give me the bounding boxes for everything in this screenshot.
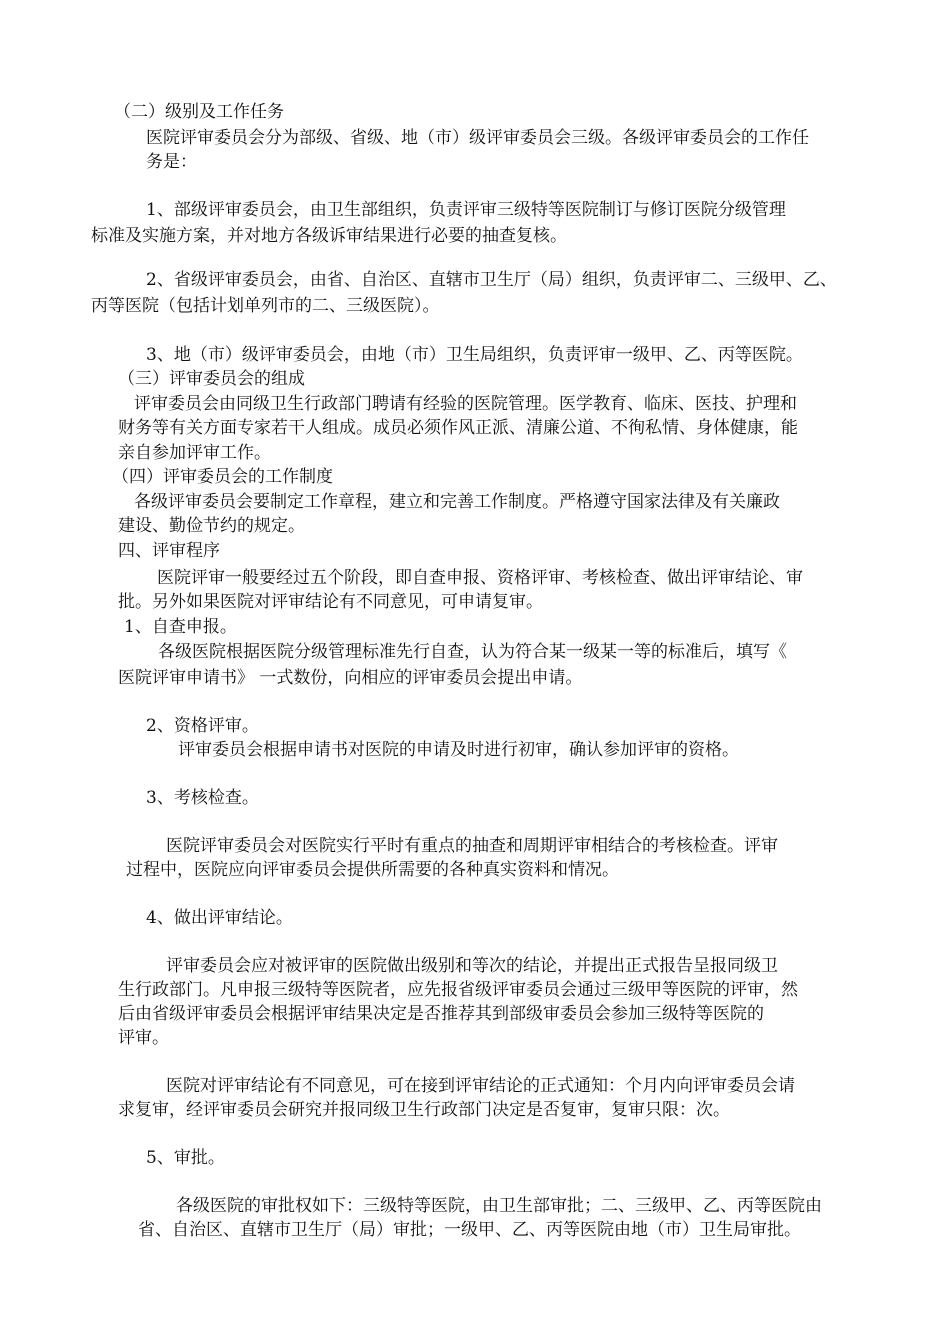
paragraph-line: 评审委员会由同级卫生行政部门聘请有经验的医院管理。医学教育、临床、医技、护理和 (134, 394, 797, 414)
paragraph-line: 评审委员会应对被评审的医院做出级别和等次的结论，并提出正式报告呈报同级卫 (166, 956, 778, 976)
paragraph-line: 后由省级评审委员会根据评审结果决定是否推荐其到部级审委员会参加三级特等医院的 (118, 1004, 764, 1024)
paragraph-line: 医院对评审结论有不同意见，可在接到评审结论的正式通知：个月内向评审委员会请 (166, 1076, 795, 1096)
step-4-heading: 4、做出评审结论。 (146, 908, 293, 928)
paragraph-line: 务是： (146, 152, 197, 172)
paragraph-line: 建设、勤俭节约的规定。 (118, 516, 305, 536)
paragraph-line: 标准及实施方案，并对地方各级诉审结果进行必要的抽查复核。 (91, 226, 567, 246)
paragraph-line: 1、部级评审委员会，由卫生部组织，负责评审三级特等医院制订与修订医院分级管理 (146, 200, 786, 220)
paragraph-line: 求复审，经评审委员会研究并报同级卫生行政部门决定是否复审，复审只限：次。 (118, 1100, 730, 1120)
paragraph-line: 医院评审一般要经过五个阶段，即自查申报、资格评审、考核检查、做出评审结论、审 (157, 568, 803, 588)
paragraph-line: 各级评审委员会要制定工作章程，建立和完善工作制度。严格遵守国家法律及有关廉政 (134, 492, 780, 512)
paragraph-line: 批。另外如果医院对评审结论有不同意见，可申请复审。 (118, 592, 543, 612)
paragraph-line: 过程中，医院应向评审委员会提供所需要的各种真实资料和情况。 (126, 860, 619, 880)
step-3-heading: 3、考核检查。 (146, 788, 259, 808)
step-2-heading: 2、资格评审。 (146, 716, 259, 736)
paragraph-line: 各级医院的审批权如下：三级特等医院，由卫生部审批；二、三级甲、乙、丙等医院由 (176, 1196, 822, 1216)
paragraph-line: 评审委员会根据申请书对医院的申请及时进行初审，确认参加评审的资格。 (178, 740, 739, 760)
paragraph-line: 生行政部门。凡申报三级特等医院者，应先报省级评审委员会通过三级甲等医院的评审，然 (118, 980, 798, 1000)
paragraph-line: 评审。 (118, 1028, 169, 1048)
step-5-heading: 5、审批。 (146, 1148, 225, 1168)
paragraph-line: 亲自参加评审工作。 (118, 443, 271, 463)
paragraph-line: 各级医院根据医院分级管理标准先行自查，认为符合某一级某一等的标准后，填写《 (158, 642, 787, 662)
part-4-heading: 四、评审程序 (118, 541, 220, 561)
paragraph-line: 财务等有关方面专家若干人组成。成员必须作风正派、清廉公道、不徇私情、身体健康，能 (118, 418, 798, 438)
step-1-heading: 1、自查申报。 (124, 617, 237, 637)
section-3-heading: （三）评审委员会的组成 (118, 369, 305, 389)
paragraph-line: 省、自治区、直辖市卫生厅（局）审批；一级甲、乙、丙等医院由地（市）卫生局审批。 (138, 1220, 801, 1240)
paragraph-line: 3、地（市）级评审委员会，由地（市）卫生局组织，负责评审一级甲、乙、丙等医院。 (146, 345, 803, 365)
section-2-heading: （二）级别及工作任务 (114, 102, 284, 122)
paragraph-line: 医院评审委员会对医院实行平时有重点的抽查和周期评审相结合的考核检查。评审 (166, 836, 778, 856)
paragraph-line: 2、省级评审委员会，由省、自治区、直辖市卫生厅（局）组织，负责评审二、三级甲、乙、 (146, 270, 837, 290)
paragraph-line: 丙等医院（包括计划单列市的二、三级医院）。 (91, 296, 440, 316)
paragraph-line: 医院评审申请书》 一式数份，向相应的评审委员会提出申请。 (118, 668, 583, 688)
paragraph-line: 医院评审委员会分为部级、省级、地（市）级评审委员会三级。各级评审委员会的工作任 (146, 128, 809, 148)
section-4-heading: （四）评审委员会的工作制度 (112, 467, 333, 487)
